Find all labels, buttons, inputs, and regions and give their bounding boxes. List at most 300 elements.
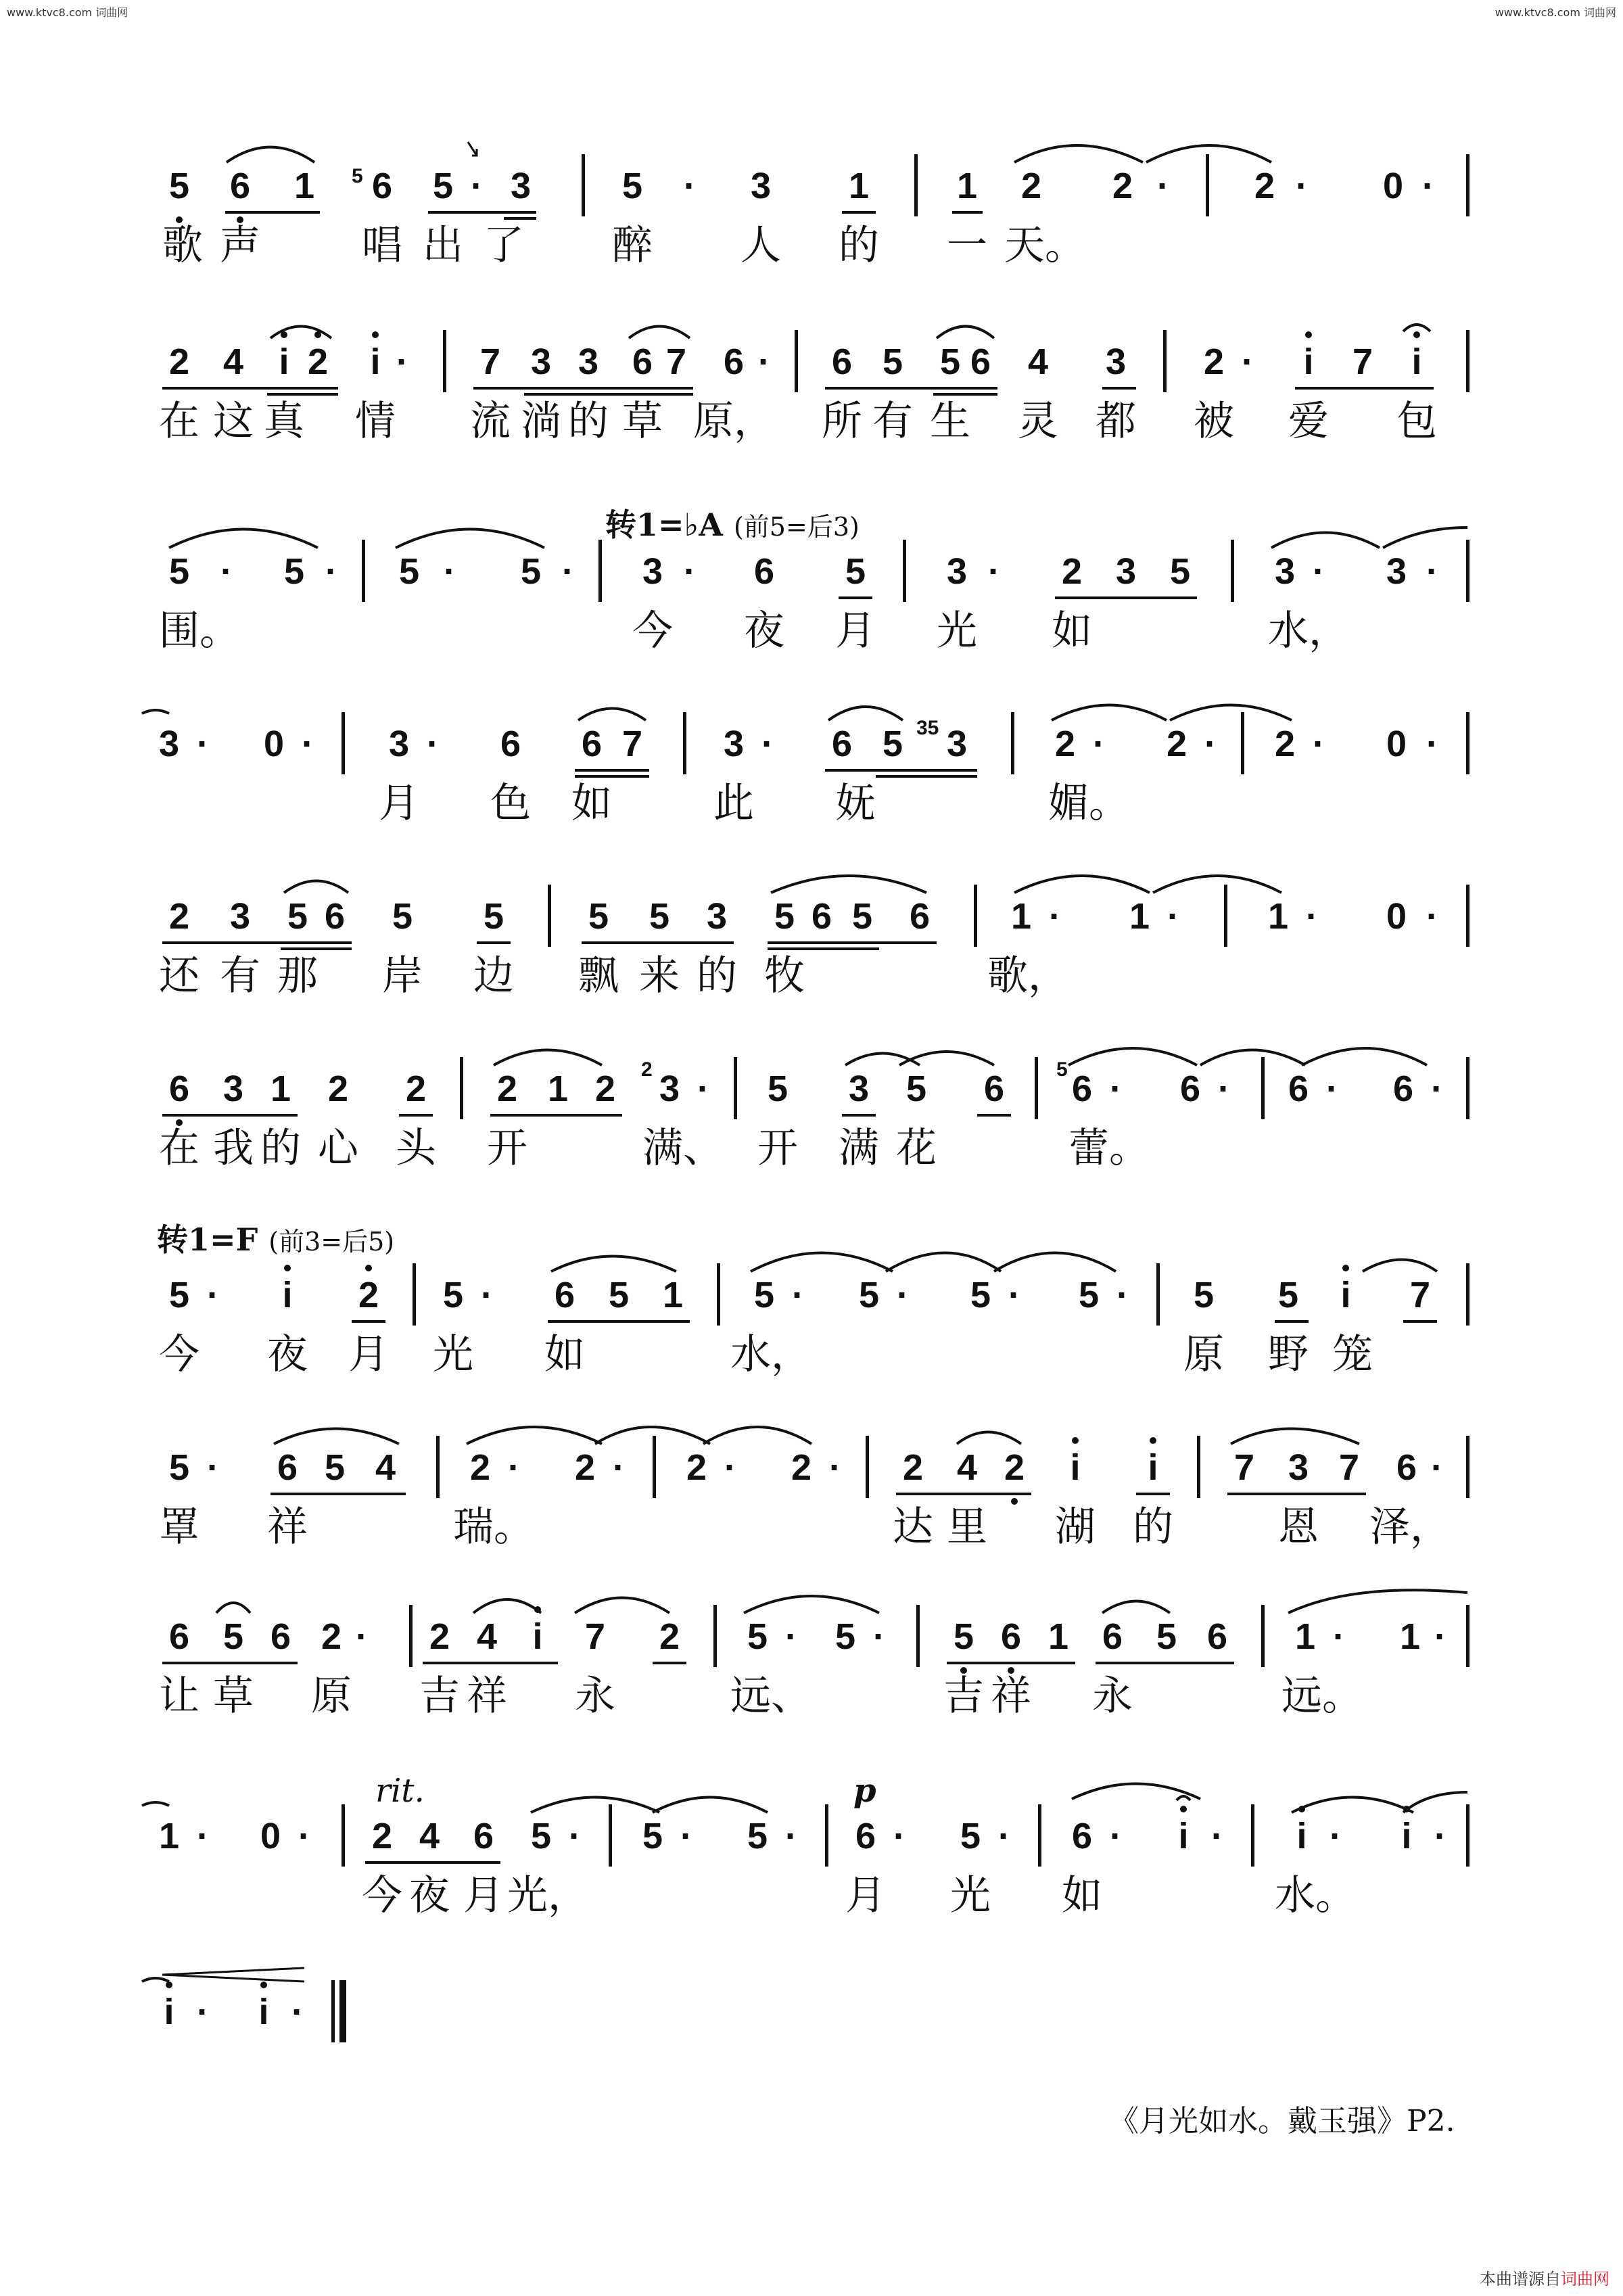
note: 1 <box>1267 896 1289 937</box>
note: 1 <box>956 166 978 206</box>
note: 3 <box>578 342 599 382</box>
note: · <box>481 1275 493 1315</box>
note: i <box>1178 1816 1189 1856</box>
note: 6 <box>277 1447 298 1488</box>
note: 3 <box>659 1069 680 1109</box>
lyric: 牧 <box>764 952 805 1000</box>
lyric: 围。 <box>159 607 240 655</box>
note: · <box>1296 166 1308 206</box>
note: 7 <box>1352 342 1373 382</box>
note: 5 <box>168 166 190 206</box>
note: 7 <box>1409 1275 1431 1315</box>
note: 1 <box>848 166 870 206</box>
note: 5 <box>845 551 866 592</box>
lyric: 在 <box>159 1125 199 1172</box>
note: 2 <box>1274 724 1296 764</box>
note: i <box>1296 1816 1307 1856</box>
lyric: 草 <box>622 398 663 445</box>
note: 3 <box>946 724 968 764</box>
note: · <box>1313 551 1325 592</box>
note: 7 <box>584 1616 606 1657</box>
note: · <box>1204 724 1217 764</box>
lyric: 水。 <box>1275 1872 1356 1919</box>
watermark-top-left: www.ktvc8.com 词曲网 <box>7 6 128 19</box>
note: · <box>893 1816 905 1856</box>
note: i <box>1070 1447 1081 1488</box>
note: 6 <box>983 1069 1005 1109</box>
note: 5 <box>882 342 903 382</box>
lyric: 夜 <box>409 1872 450 1919</box>
note: 3 <box>229 896 251 937</box>
lyric: 湖 <box>1055 1503 1096 1551</box>
lyric: 醉 <box>612 222 653 269</box>
note: 5 <box>1277 1275 1299 1315</box>
note: · <box>291 1992 304 2032</box>
note: · <box>325 551 337 592</box>
lyric: 满、 <box>642 1125 724 1172</box>
note: · <box>1326 1069 1338 1109</box>
lyric: 歌， <box>987 952 1068 1000</box>
note: i <box>258 1992 269 2032</box>
note: · <box>697 1069 709 1109</box>
note: i <box>1401 1816 1412 1856</box>
brand-watermark: 本曲谱源自词曲网 <box>1480 2270 1609 2289</box>
lyric: 满 <box>839 1125 879 1172</box>
grace-note: 2 <box>641 1058 653 1081</box>
note: 4 <box>956 1447 978 1488</box>
note: 7 <box>1233 1447 1255 1488</box>
lyric: 灵 <box>1018 398 1058 445</box>
lyric: 有 <box>220 952 260 1000</box>
note: · <box>761 724 774 764</box>
score-row-9 <box>0 1586 1623 1721</box>
note: 6 <box>723 342 745 382</box>
lyric: 如 <box>571 780 612 827</box>
note: · <box>1093 724 1105 764</box>
lyric: 蕾。 <box>1068 1125 1150 1172</box>
key-change-1: 转1=♭A (前5=后3) <box>605 507 860 543</box>
note: 6 <box>270 1616 291 1657</box>
lyric: 原， <box>693 398 774 445</box>
note: 3 <box>510 166 532 206</box>
note: i <box>370 342 381 382</box>
lyric: 爱 <box>1288 398 1329 445</box>
note: 7 <box>479 342 501 382</box>
note: 6 <box>753 551 775 592</box>
note: 3 <box>946 551 968 592</box>
note: 5 <box>324 1447 346 1488</box>
note: · <box>613 1447 625 1488</box>
lyric: 包 <box>1396 398 1437 445</box>
note: 6 <box>811 896 832 937</box>
note: 1 <box>270 1069 291 1109</box>
lyric: 被 <box>1194 398 1234 445</box>
lyric: 月 <box>348 1331 389 1378</box>
note: · <box>197 1816 209 1856</box>
lyric: 恩 <box>1278 1503 1319 1551</box>
lyric: 永 <box>575 1672 615 1720</box>
lyric: 头 <box>396 1125 436 1172</box>
note: 2 <box>1061 551 1083 592</box>
lyrics-row <box>0 945 1623 1013</box>
note: · <box>829 1447 841 1488</box>
note: 1 <box>1399 1616 1421 1657</box>
note: 3 <box>706 896 728 937</box>
lyric: 吉 <box>419 1672 460 1720</box>
lyric: 淌 <box>521 398 561 445</box>
lyrics-row <box>0 1666 1623 1733</box>
key-change-2: 转1=F (前3=后5) <box>157 1221 395 1258</box>
note: i <box>1340 1275 1351 1315</box>
lyric: 罩 <box>159 1503 199 1551</box>
note: 5 <box>970 1275 991 1315</box>
note: 2 <box>358 1275 379 1315</box>
lyric: 草 <box>213 1672 254 1720</box>
score-row-5 <box>0 866 1623 1001</box>
note: 5 <box>520 551 542 592</box>
note: · <box>1218 1069 1230 1109</box>
note: · <box>562 551 574 592</box>
score-row-4 <box>0 693 1623 828</box>
note: · <box>680 1816 692 1856</box>
note: · <box>724 1447 736 1488</box>
note: i <box>532 1616 543 1657</box>
note: 4 <box>375 1447 396 1488</box>
lyric: 祥 <box>467 1672 507 1720</box>
lyric: 光， <box>507 1872 588 1919</box>
lyric: 野 <box>1268 1331 1309 1378</box>
lyric: 了 <box>484 222 524 269</box>
grace-note: 35 <box>916 717 939 739</box>
lyric: 开 <box>487 1125 527 1172</box>
note: 2 <box>371 1816 393 1856</box>
lyric: 飘 <box>578 952 619 1000</box>
note: 3 <box>388 724 410 764</box>
note: 1 <box>1294 1616 1316 1657</box>
note: 3 <box>848 1069 870 1109</box>
note: 3 <box>158 724 180 764</box>
rit-marking: rit. <box>375 1772 425 1810</box>
note: 5 <box>621 166 643 206</box>
note: 3 <box>723 724 745 764</box>
note: · <box>792 1275 804 1315</box>
note: · <box>1211 1816 1223 1856</box>
note: 6 <box>168 1069 190 1109</box>
note: 6 <box>229 166 251 206</box>
note: 2 <box>327 1069 349 1109</box>
note: · <box>207 1275 219 1315</box>
lyric: 声 <box>220 222 260 269</box>
note: 5 <box>834 1616 856 1657</box>
note: 5 <box>953 1616 974 1657</box>
note: 2 <box>405 1069 427 1109</box>
lyric: 光 <box>937 607 977 655</box>
lyric: 岸 <box>382 952 423 1000</box>
lyrics-row <box>0 1324 1623 1392</box>
note: i <box>1303 342 1314 382</box>
note: 2 <box>1004 1447 1025 1488</box>
note: · <box>897 1275 909 1315</box>
note: · <box>684 551 696 592</box>
watermark-top-right: www.ktvc8.com 词曲网 <box>1495 6 1616 19</box>
note: · <box>1333 1616 1345 1657</box>
note: 2 <box>1166 724 1187 764</box>
note: 7 <box>665 342 687 382</box>
score-row-10 <box>0 1785 1623 1921</box>
note: 6 <box>554 1275 575 1315</box>
note: 6 <box>1102 1616 1123 1657</box>
note: 5 <box>398 551 420 592</box>
note: 1 <box>662 1275 684 1315</box>
note: 3 <box>1115 551 1137 592</box>
note: 1 <box>547 1069 569 1109</box>
note: · <box>471 166 483 206</box>
note: · <box>302 724 314 764</box>
note: 5 <box>168 551 190 592</box>
note: 6 <box>831 342 853 382</box>
note: 1 <box>1048 1616 1069 1657</box>
grace-note: 5 <box>352 165 363 187</box>
score-row-6 <box>0 1038 1623 1173</box>
note: · <box>1426 724 1438 764</box>
dynamic-marking: p <box>853 1772 876 1810</box>
lyric: 这 <box>213 398 254 445</box>
note: · <box>1330 1816 1342 1856</box>
note: · <box>207 1447 219 1488</box>
note: 5 <box>960 1816 981 1856</box>
note: · <box>684 166 696 206</box>
note: 3 <box>1386 551 1407 592</box>
lyric: 我 <box>213 1125 254 1172</box>
note: i <box>164 1992 174 2032</box>
note: · <box>1116 1275 1129 1315</box>
note: 6 <box>1071 1069 1093 1109</box>
note: 5 <box>774 896 795 937</box>
lyric: 开 <box>757 1125 798 1172</box>
note: 2 <box>659 1616 680 1657</box>
note: 5 <box>608 1275 630 1315</box>
note: 5 <box>442 1275 464 1315</box>
note: 6 <box>970 342 991 382</box>
note: 5 <box>851 896 873 937</box>
note: 5 <box>939 342 961 382</box>
note: 7 <box>1338 1447 1360 1488</box>
note: · <box>1008 1275 1020 1315</box>
lyric: 夜 <box>744 607 784 655</box>
note: 2 <box>307 342 329 382</box>
note: 6 <box>855 1816 876 1856</box>
note: 5 <box>747 1816 768 1856</box>
note: 0 <box>1386 724 1407 764</box>
note: · <box>873 1616 885 1657</box>
lyric: 一 <box>947 222 987 269</box>
lyrics-row <box>0 601 1623 668</box>
note: 5 <box>1156 1616 1177 1657</box>
note: 2 <box>429 1616 450 1657</box>
lyric: 祥 <box>991 1672 1031 1720</box>
lyric: 都 <box>1096 398 1136 445</box>
lyrics-row <box>0 1497 1623 1564</box>
note: 5 <box>905 1069 927 1109</box>
score-row-2 <box>0 311 1623 446</box>
lyric: 光 <box>950 1872 991 1919</box>
score-row-3 <box>0 521 1623 656</box>
note: 5 <box>283 551 305 592</box>
note: · <box>569 1816 581 1856</box>
note: i <box>1148 1447 1158 1488</box>
note: · <box>427 724 439 764</box>
grace-note: 5 <box>1056 1058 1068 1081</box>
note: · <box>1434 1616 1446 1657</box>
lyric: 的 <box>568 398 609 445</box>
score-row-1 <box>0 135 1623 271</box>
lyrics-row <box>0 391 1623 459</box>
lyric: 月 <box>379 780 419 827</box>
note: i <box>282 1275 293 1315</box>
lyric: 的 <box>697 952 737 1000</box>
lyric: 的 <box>260 1125 301 1172</box>
note: 2 <box>574 1447 596 1488</box>
lyric: 歌 <box>162 222 203 269</box>
lyric: 此 <box>713 780 754 827</box>
lyric: 还 <box>159 952 199 1000</box>
note: 5 <box>858 1275 880 1315</box>
note: 6 <box>632 342 653 382</box>
note: i <box>1411 342 1422 382</box>
note: · <box>197 724 209 764</box>
note: 5 <box>432 166 454 206</box>
score-row-11 <box>0 1961 1623 2096</box>
note: 3 <box>642 551 663 592</box>
note: 5 <box>747 1616 768 1657</box>
lyric: 月 <box>835 607 876 655</box>
note: 2 <box>1054 724 1076 764</box>
note: 7 <box>621 724 643 764</box>
note: 6 <box>909 896 931 937</box>
note: · <box>197 1992 209 2032</box>
note: 2 <box>168 896 190 937</box>
decrescendo-hairpin <box>0 1961 1623 2096</box>
note: · <box>1426 896 1438 937</box>
note: · <box>785 1816 797 1856</box>
lyric: 永 <box>1092 1672 1133 1720</box>
note: 6 <box>473 1816 494 1856</box>
lyric: 的 <box>1133 1503 1173 1551</box>
note: 5 <box>483 896 504 937</box>
lyric: 出 <box>423 222 463 269</box>
note: 2 <box>1112 166 1133 206</box>
lyrics-row <box>0 215 1623 283</box>
lyrics-row <box>0 1118 1623 1186</box>
note: 5 <box>882 724 903 764</box>
note: 4 <box>476 1616 498 1657</box>
lyric: 如 <box>544 1331 585 1378</box>
note: 3 <box>1288 1447 1309 1488</box>
lyric: 人 <box>740 222 781 269</box>
lyric: 祥 <box>267 1503 308 1551</box>
note: · <box>1110 1816 1122 1856</box>
score-row-8 <box>0 1417 1623 1552</box>
note: 6 <box>1179 1069 1201 1109</box>
lyric: 唱 <box>362 222 402 269</box>
lyric: 远、 <box>730 1672 812 1720</box>
lyric: 如 <box>1052 607 1092 655</box>
note: 5 <box>392 896 413 937</box>
note: 2 <box>686 1447 707 1488</box>
note: 5 <box>168 1275 190 1315</box>
lyric: 真 <box>264 398 304 445</box>
lyric: 今 <box>362 1872 402 1919</box>
note: 2 <box>594 1069 616 1109</box>
note: 2 <box>168 342 190 382</box>
lyric: 远。 <box>1281 1672 1363 1720</box>
note: · <box>298 1816 310 1856</box>
note: 6 <box>500 724 521 764</box>
note: · <box>998 1816 1010 1856</box>
note: 6 <box>371 166 393 206</box>
note: · <box>396 342 408 382</box>
lyric: 达 <box>893 1503 933 1551</box>
note: 2 <box>321 1616 342 1657</box>
lyric: 夜 <box>267 1331 308 1378</box>
note: 2 <box>902 1447 924 1488</box>
note: 6 <box>1000 1616 1022 1657</box>
note: · <box>356 1616 368 1657</box>
lyric: 妩 <box>835 780 876 827</box>
lyric: 边 <box>473 952 514 1000</box>
lyric: 如 <box>1062 1872 1102 1919</box>
lyric: 有 <box>872 398 913 445</box>
note: 5 <box>530 1816 552 1856</box>
note: 6 <box>581 724 603 764</box>
note: · <box>1167 896 1179 937</box>
note: 6 <box>168 1616 190 1657</box>
lyric: 今 <box>159 1331 199 1378</box>
note: 6 <box>1396 1447 1417 1488</box>
note: 5 <box>222 1616 244 1657</box>
score-row-7 <box>0 1244 1623 1380</box>
note: 2 <box>1254 166 1275 206</box>
note: 2 <box>1020 166 1042 206</box>
note: · <box>508 1447 520 1488</box>
note: · <box>220 551 233 592</box>
lyric: 光 <box>433 1331 473 1378</box>
lyric: 原 <box>1183 1331 1224 1378</box>
note: i <box>279 342 289 382</box>
note: · <box>1110 1069 1122 1109</box>
lyrics-row <box>0 1865 1623 1933</box>
note: 5 <box>767 1069 789 1109</box>
note: 2 <box>496 1069 518 1109</box>
lyric: 来 <box>639 952 680 1000</box>
lyric: 吉 <box>943 1672 984 1720</box>
note: 5 <box>642 1816 663 1856</box>
note: · <box>1306 896 1318 937</box>
lyric: 那 <box>277 952 318 1000</box>
note: · <box>758 342 770 382</box>
note: 1 <box>1129 896 1150 937</box>
lyrics-row <box>0 773 1623 841</box>
note: · <box>1049 896 1061 937</box>
lyric: 瑞。 <box>453 1503 534 1551</box>
note: 4 <box>419 1816 440 1856</box>
lyric: 今 <box>632 607 673 655</box>
note: · <box>1422 166 1434 206</box>
note: 3 <box>750 166 772 206</box>
lyric: 流 <box>470 398 511 445</box>
note: 5 <box>1193 1275 1215 1315</box>
note: 1 <box>158 1816 180 1856</box>
